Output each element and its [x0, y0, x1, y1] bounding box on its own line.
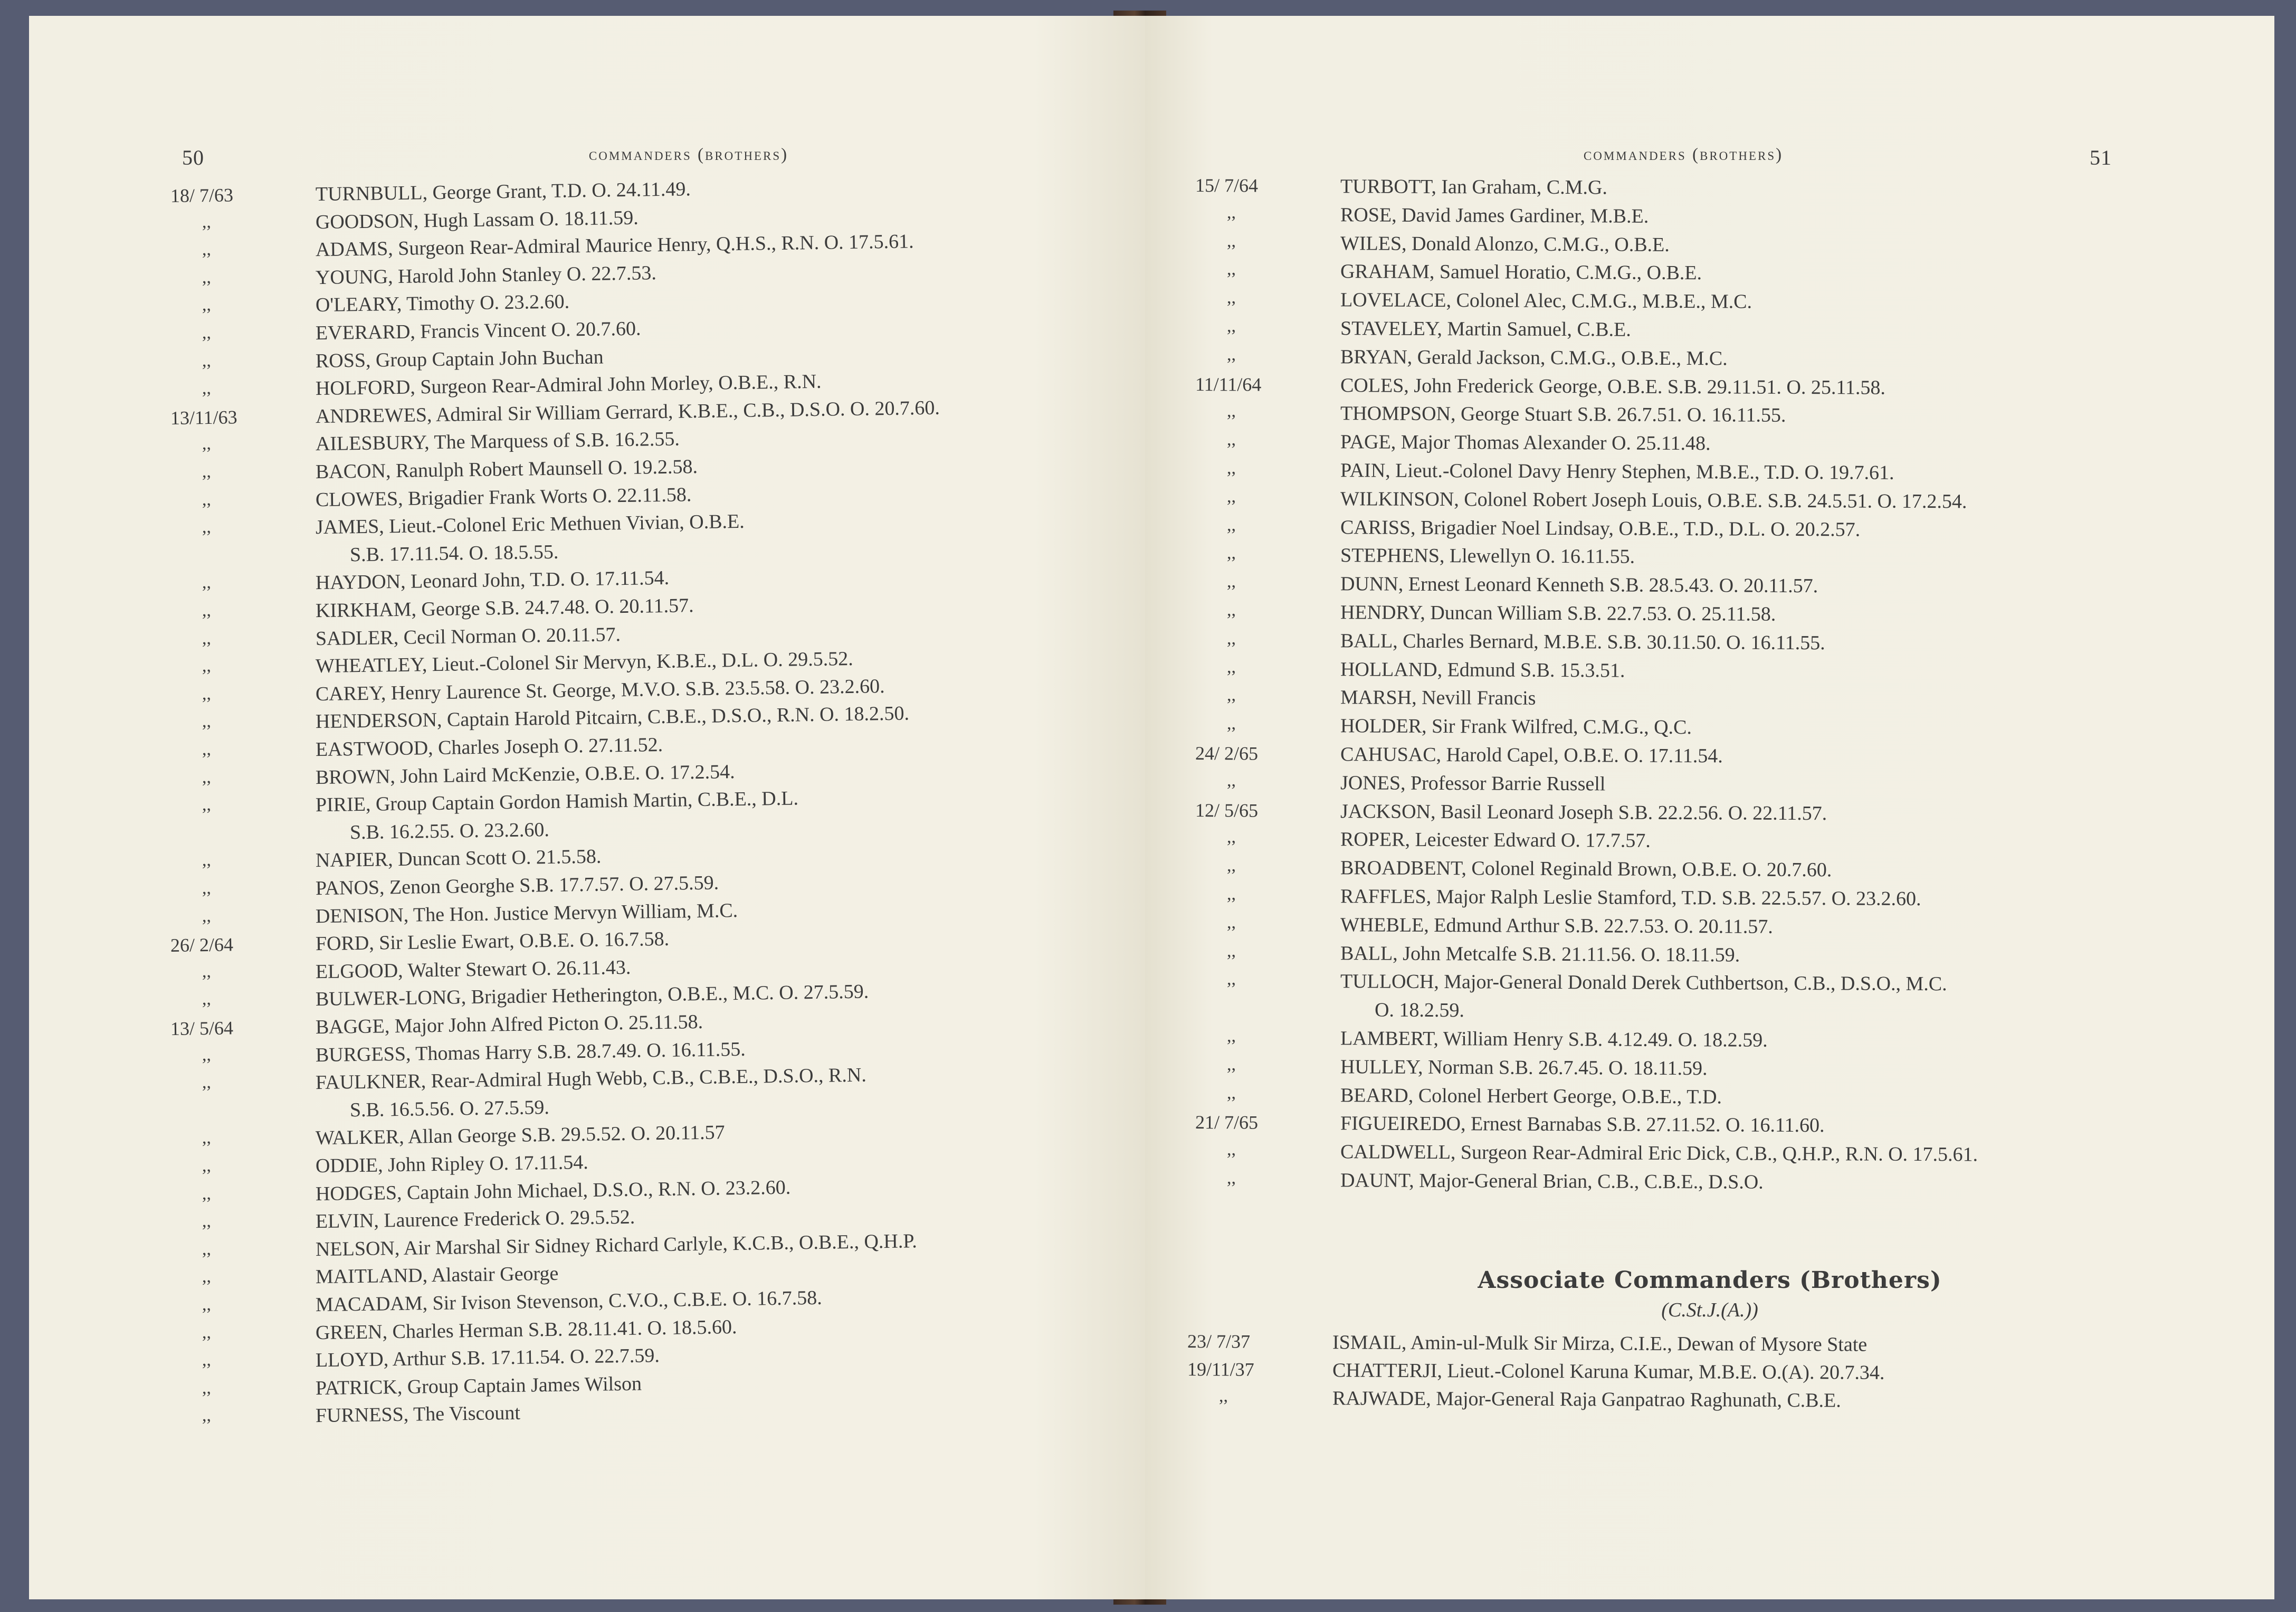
entry-text: HENDERSON, Captain Harold Pitcairn, C.B.E., D.S.O., R.N. O. 18.2.50. — [315, 702, 910, 733]
entry-date: 19/11/37 — [1187, 1359, 1254, 1380]
entry-text: WHEATLEY, Lieut.-Colonel Sir Mervyn, K.B.E., D.L. O. 29.5.52. — [315, 648, 853, 678]
entry-date: 18/ 7/63 — [170, 184, 234, 206]
ditto-mark: ,, — [1226, 771, 1236, 791]
entry-row — [1195, 572, 2251, 604]
ditto-mark: ,, — [1226, 1083, 1236, 1103]
entry-row — [1195, 629, 2251, 661]
entry-text: RAFFLES, Major Ralph Leslie Stamford, T.D. S.B. 22.5.57. O. 23.2.60. — [1340, 885, 1921, 911]
entry-row — [1195, 458, 2251, 490]
ditto-mark: ,, — [202, 573, 212, 593]
ditto-mark: ,, — [202, 212, 212, 232]
entry-text: ROSS, Group Captain John Buchan — [315, 346, 604, 372]
ditto-mark: ,, — [202, 434, 212, 454]
entry-date: 21/ 7/65 — [1195, 1112, 1259, 1133]
entry-text: EVERARD, Francis Vincent O. 20.7.60. — [315, 317, 641, 345]
ditto-mark: ,, — [202, 767, 212, 787]
entry-row — [1195, 913, 2251, 945]
entry-text: YOUNG, Harold John Stanley O. 22.7.53. — [315, 261, 657, 289]
entry-row — [1195, 799, 2251, 831]
entry-row — [1195, 1055, 2251, 1087]
ditto-mark: ,, — [1226, 1140, 1236, 1160]
entry-row — [1195, 742, 2251, 774]
entry-row — [1195, 1140, 2251, 1172]
ditto-mark: ,, — [202, 240, 212, 260]
ditto-mark: ,, — [1226, 913, 1236, 933]
entry-row — [1187, 1358, 2243, 1390]
entry-text: HENDRY, Duncan William S.B. 22.7.53. O. 25.11.58. — [1340, 601, 1776, 625]
ditto-mark: ,, — [202, 350, 212, 371]
ditto-mark: ,, — [202, 656, 212, 676]
entry-text: PAGE, Major Thomas Alexander O. 25.11.48. — [1340, 431, 1711, 455]
entry-text: FORD, Sir Leslie Ewart, O.B.E. O. 16.7.58. — [315, 927, 670, 955]
entry-row — [1195, 174, 2251, 206]
entry-row — [1195, 884, 2251, 916]
ditto-mark: ,, — [1226, 600, 1236, 620]
entry-text: BACON, Ranulph Robert Maunsell O. 19.2.58. — [315, 456, 698, 483]
ditto-mark: ,, — [202, 712, 212, 732]
entry-text: AILESBURY, The Marquess of S.B. 16.2.55. — [315, 428, 680, 456]
entry-text: FURNESS, The Viscount — [315, 1402, 521, 1427]
entry-text: HOLFORD, Surgeon Rear-Admiral John Morley, O.B.E., R.N. — [315, 370, 822, 400]
entry-text: GOODSON, Hugh Lassam O. 18.11.59. — [315, 206, 639, 233]
entry-row — [1195, 1111, 2251, 1143]
entry-text: NELSON, Air Marshal Sir Sidney Richard Carlyle, K.C.B., O.B.E., Q.H.P. — [315, 1230, 918, 1260]
entry-text: BEARD, Colonel Herbert George, O.B.E., T.D. — [1340, 1084, 1722, 1108]
ditto-mark: ,, — [1226, 941, 1236, 961]
left-page — [29, 16, 1145, 1599]
entry-text: S.B. 16.5.56. O. 27.5.59. — [349, 1096, 550, 1122]
entry-text: CHATTERJI, Lieut.-Colonel Karuna Kumar, M.B.E. O.(A). 20.7.34. — [1332, 1359, 1885, 1384]
entry-row — [1195, 487, 2251, 519]
entry-text: EASTWOOD, Charles Joseph O. 27.11.52. — [315, 733, 663, 761]
entry-text: HULLEY, Norman S.B. 26.7.45. O. 18.11.59. — [1340, 1055, 1708, 1080]
ditto-mark: ,, — [1226, 1168, 1236, 1188]
entry-text: RAJWADE, Major-General Raja Ganpatrao Raghunath, C.B.E. — [1332, 1387, 1841, 1412]
ditto-mark: ,, — [1226, 430, 1236, 450]
entry-row — [1195, 316, 2251, 348]
entry-text: BRYAN, Gerald Jackson, C.M.G., O.B.E., M.C. — [1340, 345, 1728, 370]
ditto-mark: ,, — [1226, 657, 1236, 677]
ditto-mark: ,, — [1226, 316, 1236, 336]
entry-text: GRAHAM, Samuel Horatio, C.M.G., O.B.E. — [1340, 260, 1702, 285]
entry-text: DUNN, Ernest Leonard Kenneth S.B. 28.5.43. O. 20.11.57. — [1340, 573, 1818, 598]
entry-row — [1195, 345, 2251, 377]
entry-text: LAMBERT, William Henry S.B. 4.12.49. O. 18.2.59. — [1340, 1027, 1768, 1051]
entry-text: BAGGE, Major John Alfred Picton O. 25.11.58. — [315, 1010, 703, 1039]
entry-text: TULLOCH, Major-General Donald Derek Cuthbertson, C.B., D.S.O., M.C. — [1340, 970, 1947, 995]
ditto-mark: ,, — [1226, 288, 1236, 308]
entry-text: TURBOTT, Ian Graham, C.M.G. — [1340, 175, 1607, 199]
entry-text: JAMES, Lieut.-Colonel Eric Methuen Vivian, O.B.E. — [315, 510, 745, 539]
entry-row — [1195, 969, 2251, 1001]
ditto-mark: ,, — [202, 267, 212, 287]
ditto-mark: ,, — [1226, 543, 1236, 563]
entry-text: HOLDER, Sir Frank Wilfred, C.M.G., Q.C. — [1340, 715, 1692, 739]
ditto-mark: ,, — [202, 1128, 212, 1148]
entry-text: DAUNT, Major-General Brian, C.B., C.B.E., D.S.O. — [1340, 1169, 1764, 1193]
entry-date: 11/11/64 — [1195, 373, 1262, 395]
entry-row — [1195, 685, 2251, 717]
ditto-mark: ,, — [1218, 1386, 1228, 1406]
ditto-mark: ,, — [1226, 231, 1236, 251]
ditto-mark: ,, — [1226, 487, 1236, 507]
entry-text: CALDWELL, Surgeon Rear-Admiral Eric Dick, C.B., Q.H.P., R.N. O. 17.5.61. — [1340, 1141, 1978, 1166]
entry-text: CLOWES, Brigadier Frank Worts O. 22.11.58. — [315, 483, 692, 511]
entry-text: LOVELACE, Colonel Alec, C.M.G., M.B.E., M.C. — [1340, 289, 1752, 313]
entry-text: HOLLAND, Edmund S.B. 15.3.51. — [1340, 658, 1625, 682]
ditto-mark: ,, — [202, 1406, 212, 1426]
entry-text: PAIN, Lieut.-Colonel Davy Henry Stephen, M.B.E., T.D. O. 19.7.61. — [1340, 459, 1894, 484]
ditto-mark: ,, — [202, 378, 212, 399]
ditto-mark: ,, — [1226, 629, 1236, 649]
entry-row — [1187, 1386, 2243, 1418]
ditto-mark: ,, — [202, 850, 212, 870]
ditto-mark: ,, — [202, 739, 212, 760]
entry-text: MAITLAND, Alastair George — [315, 1263, 559, 1288]
entry-text: CAREY, Henry Laurence St. George, M.V.O. S.B. 23.5.58. O. 23.2.60. — [315, 675, 885, 705]
ditto-mark: ,, — [1226, 856, 1236, 876]
ditto-mark: ,, — [202, 1350, 212, 1370]
entry-text: HAYDON, Leonard John, T.D. O. 17.11.54. — [315, 567, 670, 594]
entry-row — [1195, 401, 2251, 433]
entry-text: ANDREWES, Admiral Sir William Gerrard, K.B.E., C.B., D.S.O. O. 20.7.60. — [315, 396, 940, 428]
ditto-mark: ,, — [1226, 572, 1236, 592]
ditto-mark: ,, — [202, 1183, 212, 1203]
entry-row — [1195, 941, 2251, 973]
entry-text: FAULKNER, Rear-Admiral Hugh Webb, C.B., C.B.E., D.S.O., R.N. — [315, 1064, 867, 1094]
entry-text: KIRKHAM, George S.B. 24.7.48. O. 20.11.57. — [315, 594, 694, 622]
entry-row — [1195, 856, 2251, 888]
entry-text: HODGES, Captain John Michael, D.S.O., R.N. O. 23.2.60. — [315, 1176, 791, 1205]
ditto-mark: ,, — [202, 600, 212, 621]
running-head-right: commanders (brothers) — [1583, 145, 1784, 164]
entry-row — [1195, 714, 2251, 746]
entry-text: JACKSON, Basil Leonard Joseph S.B. 22.2.56. O. 22.11.57. — [1340, 800, 1827, 824]
ditto-mark: ,, — [1226, 1055, 1236, 1075]
entry-text: PANOS, Zenon Georghe S.B. 17.7.57. O. 27.5.59. — [315, 871, 719, 900]
ditto-mark: ,, — [1226, 714, 1236, 734]
entry-row — [1195, 430, 2251, 462]
associate-section-subtitle: (C.St.J.(A.)) — [1661, 1299, 1758, 1321]
ditto-mark: ,, — [202, 1267, 212, 1287]
entry-row — [1195, 259, 2251, 291]
entry-text: MACADAM, Sir Ivison Stevenson, C.V.O., C.B.E. O. 16.7.58. — [315, 1286, 823, 1316]
entry-row — [1195, 600, 2251, 632]
entry-text: S.B. 16.2.55. O. 23.2.60. — [349, 818, 550, 844]
entry-text: COLES, John Frederick George, O.B.E. S.B. 29.11.51. O. 25.11.58. — [1340, 374, 1886, 399]
entry-text: WALKER, Allan George S.B. 29.5.52. O. 20.11.57 — [315, 1121, 725, 1150]
entry-text: JONES, Professor Barrie Russell — [1340, 771, 1606, 795]
entry-text: PIRIE, Group Captain Gordon Hamish Martin, C.B.E., D.L. — [315, 787, 799, 817]
entry-text: STEPHENS, Llewellyn O. 16.11.55. — [1340, 544, 1635, 568]
entry-text: ISMAIL, Amin-ul-Mulk Sir Mirza, C.I.E., Dewan of Mysore State — [1332, 1331, 1868, 1356]
associate-section-title: Associate Commanders (Brothers) — [1478, 1267, 1942, 1294]
ditto-mark: ,, — [202, 961, 212, 981]
entry-text: ROSE, David James Gardiner, M.B.E. — [1340, 203, 1649, 227]
entry-text: MARSH, Nevill Francis — [1340, 686, 1536, 710]
entry-date: 24/ 2/65 — [1195, 743, 1259, 764]
ditto-mark: ,, — [1226, 827, 1236, 847]
ditto-mark: ,, — [1226, 458, 1236, 478]
ditto-mark: ,, — [202, 295, 212, 315]
ditto-mark: ,, — [1226, 1026, 1236, 1046]
ditto-mark: ,, — [202, 989, 212, 1009]
entry-text: BROWN, John Laird McKenzie, O.B.E. O. 17.2.54. — [315, 760, 735, 789]
entry-text: WILES, Donald Alonzo, C.M.G., O.B.E. — [1340, 232, 1670, 256]
entry-row — [1195, 203, 2251, 235]
ditto-mark: ,, — [1226, 401, 1236, 421]
entry-text: BALL, John Metcalfe S.B. 21.11.56. O. 18.11.59. — [1340, 942, 1740, 966]
ditto-mark: ,, — [1226, 515, 1236, 535]
entry-text: BULWER-LONG, Brigadier Hetherington, O.B.E., M.C. O. 27.5.59. — [315, 980, 869, 1011]
entry-text: ELGOOD, Walter Stewart O. 26.11.43. — [315, 956, 631, 983]
ditto-mark: ,, — [1226, 685, 1236, 705]
right-page — [1145, 16, 2274, 1599]
entry-text: WILKINSON, Colonel Robert Joseph Louis, O.B.E. S.B. 24.5.51. O. 17.2.54. — [1340, 487, 1967, 513]
entry-row — [1195, 771, 2251, 803]
page-number-left: 50 — [182, 146, 204, 169]
ditto-mark: ,, — [1226, 969, 1236, 989]
entry-row — [1195, 373, 2251, 405]
entry-text: ELVIN, Laurence Frederick O. 29.5.52. — [315, 1206, 635, 1233]
entry-text: CARISS, Brigadier Noel Lindsay, O.B.E., T.D., D.L. O. 20.2.57. — [1340, 516, 1861, 541]
entry-row — [1195, 288, 2251, 320]
entry-text: THOMPSON, George Stuart S.B. 26.7.51. O. 16.11.55. — [1340, 402, 1786, 427]
entry-row — [1195, 231, 2251, 263]
entry-row — [1187, 1330, 2243, 1362]
entry-date: 13/ 5/64 — [170, 1017, 234, 1039]
ditto-mark: ,, — [202, 323, 212, 343]
entry-row — [1195, 998, 2251, 1030]
ditto-mark: ,, — [202, 1378, 212, 1398]
entry-date: 12/ 5/65 — [1195, 799, 1259, 821]
entry-text: TURNBULL, George Grant, T.D. O. 24.11.49. — [315, 178, 691, 206]
ditto-mark: ,, — [202, 628, 212, 648]
entry-date: 23/ 7/37 — [1187, 1331, 1251, 1352]
ditto-mark: ,, — [202, 461, 212, 482]
entry-row — [1195, 1026, 2251, 1058]
entry-text: NAPIER, Duncan Scott O. 21.5.58. — [315, 845, 602, 872]
ditto-mark: ,, — [202, 1073, 212, 1093]
entry-text: BURGESS, Thomas Harry S.B. 28.7.49. O. 16.11.55. — [315, 1038, 746, 1066]
entry-text: GREEN, Charles Herman S.B. 28.11.41. O. 18.5.60. — [315, 1315, 737, 1344]
ditto-mark: ,, — [202, 1211, 212, 1231]
entry-text: O. 18.2.59. — [1374, 999, 1465, 1022]
entry-text: CAHUSAC, Harold Capel, O.B.E. O. 17.11.54. — [1340, 743, 1723, 767]
entry-row — [1195, 1168, 2251, 1200]
ditto-mark: ,, — [1226, 203, 1236, 223]
entry-text: BALL, Charles Bernard, M.B.E. S.B. 30.11.50. O. 16.11.55. — [1340, 629, 1825, 655]
entry-row — [1195, 827, 2251, 859]
entry-text: PATRICK, Group Captain James Wilson — [315, 1372, 642, 1399]
entry-text: FIGUEIREDO, Ernest Barnabas S.B. 27.11.52. O. 16.11.60. — [1340, 1112, 1825, 1137]
ditto-mark: ,, — [202, 517, 212, 537]
entry-date: 26/ 2/64 — [170, 934, 234, 956]
page-number-right: 51 — [2090, 146, 2112, 169]
entry-text: BROADBENT, Colonel Reginald Brown, O.B.E. O. 20.7.60. — [1340, 857, 1832, 881]
entry-row — [1195, 1083, 2251, 1115]
ditto-mark: ,, — [1226, 259, 1236, 279]
entry-text: ADAMS, Surgeon Rear-Admiral Maurice Henry, Q.H.S., R.N. O. 17.5.61. — [315, 230, 914, 261]
ditto-mark: ,, — [202, 1045, 212, 1065]
entry-text: O'LEARY, Timothy O. 23.2.60. — [315, 290, 570, 317]
ditto-mark: ,, — [202, 684, 212, 704]
entry-text: WHEBLE, Edmund Arthur S.B. 22.7.53. O. 20.11.57. — [1340, 913, 1773, 938]
ditto-mark: ,, — [202, 1294, 212, 1315]
ditto-mark: ,, — [202, 1155, 212, 1176]
entry-text: DENISON, The Hon. Justice Mervyn William, M.C. — [315, 899, 738, 927]
entry-date: 15/ 7/64 — [1195, 175, 1259, 196]
ditto-mark: ,, — [202, 906, 212, 926]
ditto-mark: ,, — [1226, 884, 1236, 904]
running-head-left: commanders (brothers) — [588, 145, 789, 164]
entry-date: 13/11/63 — [170, 406, 237, 429]
ditto-mark: ,, — [1226, 345, 1236, 365]
ditto-mark: ,, — [202, 795, 212, 815]
entry-row — [1195, 657, 2251, 689]
ditto-mark: ,, — [202, 878, 212, 898]
entry-text: ODDIE, John Ripley O. 17.11.54. — [315, 1151, 589, 1178]
entry-text: ROPER, Leicester Edward O. 17.7.57. — [1340, 828, 1651, 852]
ditto-mark: ,, — [202, 489, 212, 509]
entry-text: SADLER, Cecil Norman O. 20.11.57. — [315, 623, 621, 650]
ditto-mark: ,, — [202, 1239, 212, 1259]
entry-text: LLOYD, Arthur S.B. 17.11.54. O. 22.7.59. — [315, 1344, 660, 1372]
entry-row — [1195, 543, 2251, 575]
entry-row — [1195, 515, 2251, 547]
entry-text: STAVELEY, Martin Samuel, C.B.E. — [1340, 317, 1631, 341]
entry-text: S.B. 17.11.54. O. 18.5.55. — [349, 541, 559, 566]
ditto-mark: ,, — [202, 1322, 212, 1342]
